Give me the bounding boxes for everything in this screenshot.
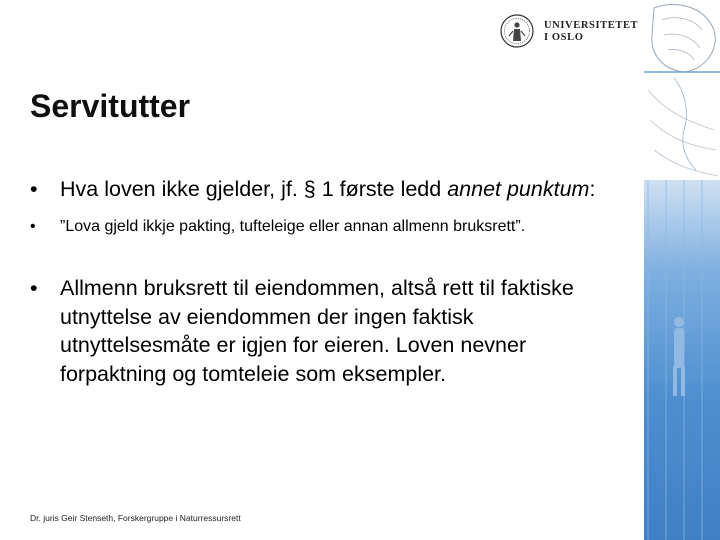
bullet-marker: •: [30, 276, 38, 300]
university-seal-icon: [500, 14, 534, 48]
bullet-marker: •: [30, 177, 38, 201]
bullet-item: [30, 274, 630, 388]
university-logo: [500, 12, 640, 52]
bullet-list: [30, 176, 630, 388]
bullet-text: Allmenn bruksrett til eiendommen, altså rett til faktiske utnyttelse av eiendommen der ingen faktisk utnyttelsesmåte er igjen for eieren. Loven nevner forpaktning og tomteleie som eksempler.: [60, 276, 574, 386]
bullet-text: Hva loven ikke gjelder, jf. § 1 første ledd: [60, 177, 448, 201]
bullet-text: ”Lova gjeld ikkje pakting, tufteleige eller annan allmenn bruksrett”.: [60, 218, 526, 235]
footer-text: Dr. juris Geir Stenseth, Forskergruppe i Naturressursrett: [30, 513, 241, 523]
bullet-item: [30, 176, 630, 203]
bullet-text-end: :: [589, 177, 596, 201]
logo-line-2: I OSLO: [544, 32, 584, 43]
bullet-item: [30, 215, 630, 238]
bullet-text-italic: annet punktum: [447, 177, 590, 201]
decorative-statue-strip: [644, 0, 720, 540]
bullet-marker: •: [30, 218, 36, 235]
logo-line-1: UNIVERSITETET: [544, 20, 639, 31]
slide-title: Servitutter: [30, 88, 191, 124]
